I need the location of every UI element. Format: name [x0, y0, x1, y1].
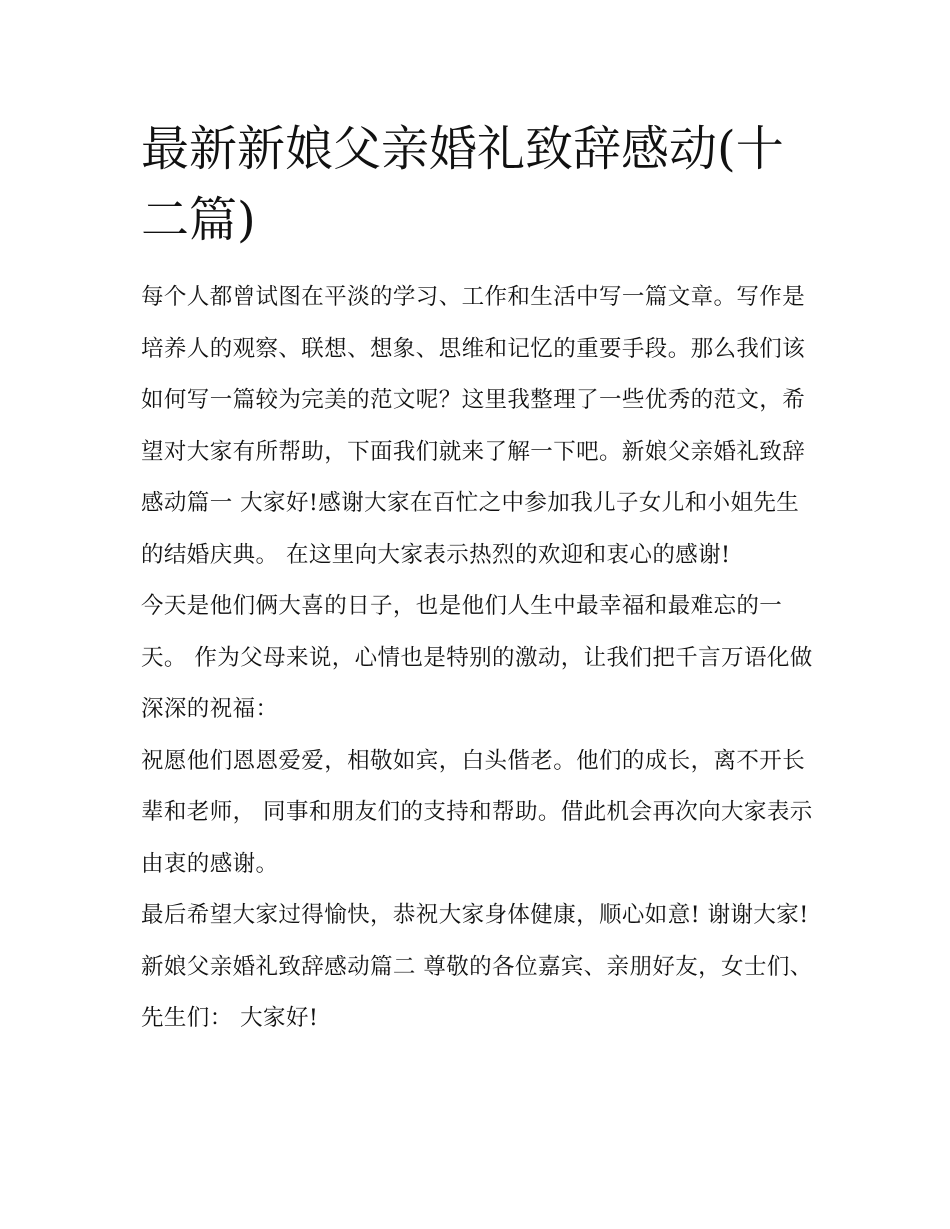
paragraph-closing: 最后希望大家过得愉快，恭祝大家身体健康，顺心如意! 谢谢大家! 新娘父亲婚礼致辞感动篇二 尊敬的各位嘉宾、亲朋好友，女士们、先生们： 大家好! — [141, 902, 813, 1031]
document-content — [141, 114, 813, 1045]
paragraph-intro: 每个人都曾试图在平淡的学习、工作和生活中写一篇文章。写作是培养人的观察、联想、想象、思维和记忆的重要手段。那么我们该如何写一篇较为完美的范文呢？这里我整理了一些优秀的范文，希望对大家有所帮助，下面我们就来了解一下吧。新娘父亲婚礼致辞感动篇一 大家好!感谢大家在百忙之中参加我儿子女儿和小姐先生的结婚庆典。 在这里向大家表示热烈的欢迎和衷心的感谢! — [141, 284, 806, 568]
document-body — [141, 272, 813, 1045]
paragraph-today: 今天是他们俩大喜的日子，也是他们人生中最幸福和最难忘的一天。 作为父母来说，心情也是特别的激动，让我们把千言万语化做深深的祝福： — [141, 593, 813, 722]
document-title: 最新新娘父亲婚礼致辞感动(十二篇) — [141, 121, 784, 248]
paragraph-wishes: 祝愿他们恩恩爱爱，相敬如宾，白头偕老。他们的成长，离不开长辈和老师， 同事和朋友们的支持和帮助。借此机会再次向大家表示由衷的感谢。 — [141, 747, 813, 877]
